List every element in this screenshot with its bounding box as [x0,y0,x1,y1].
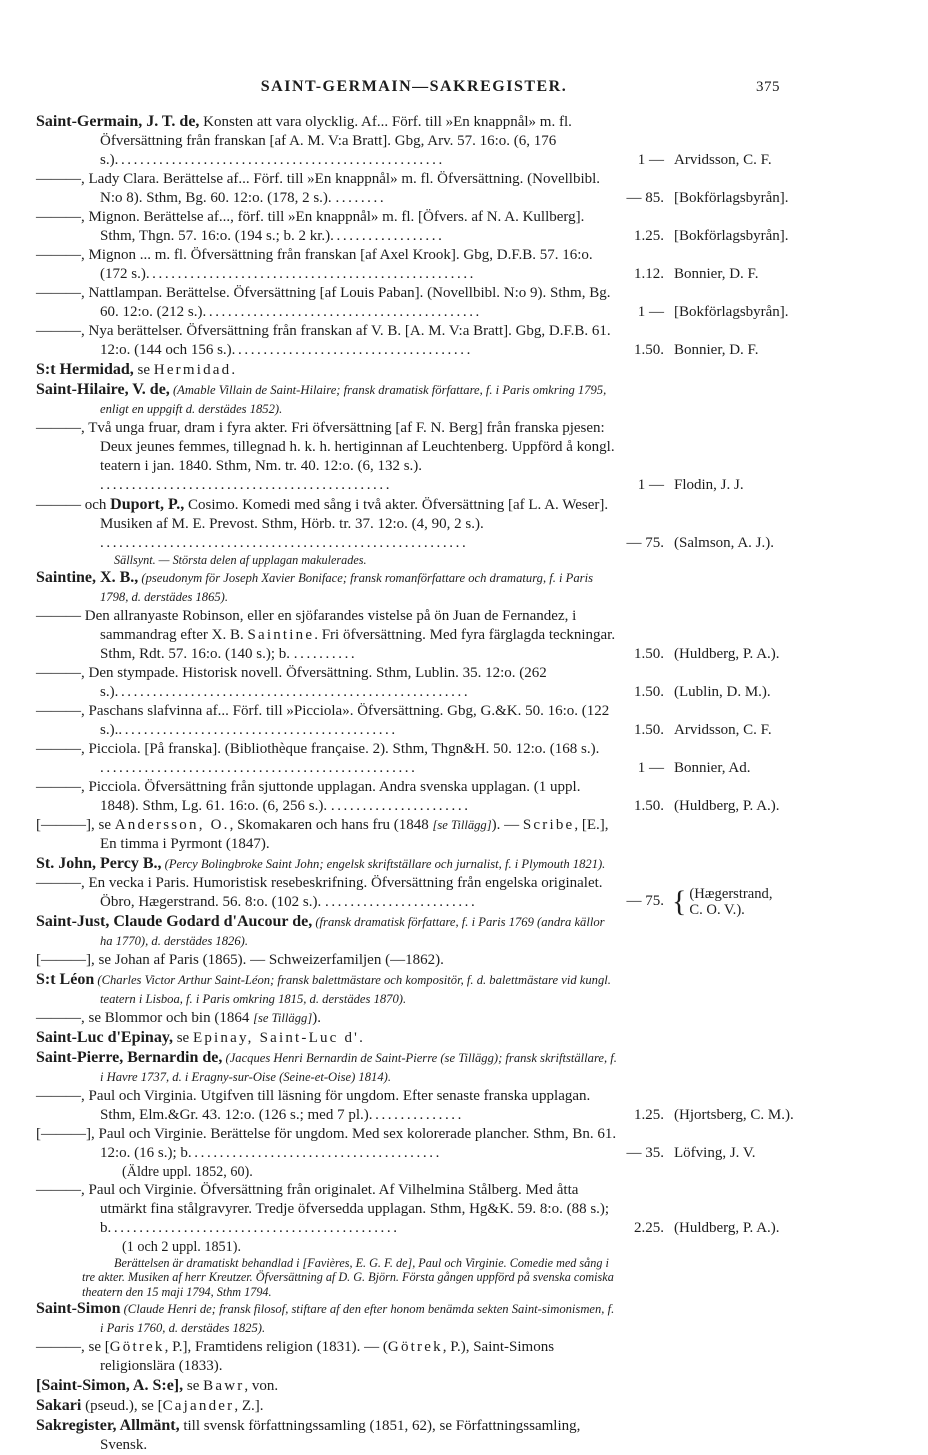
text-segment: Saint-Luc d'Epinay, [36,1028,173,1046]
bibliography-entry [36,951,792,970]
text-segment: S:t Léon [36,970,95,988]
bibliography-entry [36,1028,792,1048]
text-segment: ). — [491,816,523,833]
publisher: (Huldberg, P. A.). [674,797,780,814]
dot-leader: ............... [368,1106,464,1123]
entry-row [36,970,792,1009]
text-segment: St. John, Percy B., [36,854,162,872]
text-segment: Götrek [109,1339,165,1356]
entry-row [36,284,792,322]
bibliography-entry [36,1125,792,1181]
text-segment: Saint-Pierre, Bernardin de, [36,1048,223,1066]
bibliography-entry [36,874,792,918]
price: — 85. [626,190,664,206]
price-publisher [620,476,792,495]
entry-row [36,1338,792,1376]
entry-text [36,380,620,419]
entry-text [36,208,620,246]
price-publisher [620,341,792,360]
bibliography-entry [36,702,792,740]
entry-row [36,854,792,874]
text-segment: ———, En vecka i Paris. Humoristisk resebeskrifning. Öfversättning från engelska originalet. Öbro, Hægerstrand. 56. 8:o. (102 s.). [36,874,603,910]
entry-text [36,1338,620,1376]
text-segment: ———, Picciola. Öfversättning från sjuttonde upplagan. Andra svenska upplagan. (1 uppl. 1848). Sthm, Lg. 61. 16:o. (6, 256 s.). [36,778,581,814]
entry-text [36,607,620,664]
text-segment: Saint-Hilaire, V. de, [36,381,170,398]
bibliography-entry [36,419,792,495]
dot-leader: ............................................ [202,304,482,320]
entry-row [36,816,792,854]
entry-text [36,112,620,170]
entry-row [36,702,792,740]
publisher-lines [689,886,772,918]
dot-leader: ...................... [330,797,471,814]
entry-row [36,208,792,246]
entry-text [36,1396,620,1416]
entry-text [36,1028,620,1048]
text-segment: Saintine, X. B., [36,568,139,586]
entry-text [36,419,620,495]
entry-text [36,664,620,702]
text-segment: Götrek [387,1339,443,1356]
text-segment: ———, Mignon ... m. fl. Öfversättning från franskan [af Axel Krook]. Gbg, D.F.B. 57. 16:o. (172 s.) [36,247,593,282]
text-segment: [———], se [36,816,115,833]
entry-text [36,912,620,951]
text-segment: Saint-Germain, J. T. de, [36,113,200,130]
price: 1.25. [634,228,664,244]
price-publisher [620,886,792,918]
text-segment: Cajander [162,1398,235,1415]
bibliography-entry [36,778,792,816]
text-segment: ———, Nattlampan. Berättelse. Öfversättning [af Louis Paban]. (Novellbibl. N:o 9). Sthm, Bg. 60. 12:o. (212 s.) [36,285,611,320]
text-segment: (Percy Bolingbroke Saint John; engelsk skriftställare och jurnalist, f. i Plymouth 1821). [161,856,606,871]
entry-row [36,1048,792,1087]
bibliography-entry [36,380,792,419]
text-segment: ———, Två unga fruar, dram i fyra akter. Fri öfversättning [af F. N. Berg] från franska pjesen: Deux jeunes femmes, tillegnad h. k. h. hertiginnan af Leuchtenberg. Uppförd å kongl. teatern i jan. 1840. Sthm, Nm. tr. 40. 12:o. (6, 132 s.). [36,420,615,474]
text-segment: ———, Mignon. Berättelse af..., förf. till »En knappnål» m. fl. [Öfvers. af N. A. Kullberg]. Sthm, Thgn. 57. 16:o. (194 s.; b. 2 kr.) [36,209,585,244]
text-segment: Hermidad [153,362,232,378]
price: 1.50. [634,342,664,358]
text-segment: . [359,1029,363,1046]
text-segment: se [183,1378,204,1395]
text-segment: ———, se Blommor och bin (1864 [36,1009,254,1026]
text-segment: (pseud.), se [ [81,1398,163,1415]
dot-leader: ........................................ [187,1144,442,1161]
price: — 75. [626,893,664,910]
publisher: [Bokförlagsbyrån]. [674,190,789,206]
entry-text [36,1299,620,1338]
running-title: SAINT-GERMAIN—SAKREGISTER. [260,78,568,95]
text-segment: . [231,362,236,378]
bibliography-entry [36,208,792,246]
entry-row [36,1028,792,1048]
bibliography-entry [36,1376,792,1396]
bibliography-entries [36,112,792,1455]
entry-text [36,951,620,970]
text-segment: [———], se Johan af Paris (1865). — Schweizerfamiljen (—1862). [36,951,444,968]
entry-text [36,854,620,874]
text-segment: ———, Paschans slafvinna af... Förf. till »Picciola». Öfversättning. Gbg, G.&K. 50. 16:o. (122 s.). [36,702,610,738]
dot-leader: ............................................ [118,721,398,738]
entry-text [36,1376,620,1396]
price: 1.50. [634,797,664,814]
dot-leader: ........ [335,190,387,206]
text-segment: , [E.], En timma i Pyrmont (1847). [100,816,609,852]
text-segment: ———, Paul och Virginie. Öfversättning från originalet. Af Vilhelmina Stålberg. Med åtta utmärkt fina stålgravyrer. Tredje öfversedda upplagan. Sthm, Hg&K. 59. 8:o. (88 s.); b [36,1181,610,1236]
dot-leader: ...................................... [231,342,473,358]
brace-glyph: { [672,884,687,918]
text-segment: ———, Paul och Virginia. Utgifven till läsning för ungdom. Efter senaste franska upplagan. Sthm, Elm.&Gr. 43. 12:o. (126 s.; med 7 pl.) [36,1087,591,1123]
text-segment: , von. [244,1378,279,1395]
text-segment: till svensk författningssamling (1851, 62), se Författningssamling, Svensk. [100,1418,581,1454]
publisher [664,886,773,918]
publisher-line: (Hægerstrand, [689,885,773,902]
entry-row [36,951,792,970]
page-header [36,78,792,96]
entry-row [36,419,792,495]
publisher: (Hjortsberg, C. M.). [674,1106,794,1123]
bibliography-entry [36,970,792,1009]
text-segment: (pseudonym för Joseph Xavier Boniface; fransk romanförfattare och dramaturg, f. i Paris 1798, d. derstädes 1865). [100,570,593,604]
dot-leader: .......................................................... [100,535,469,551]
publisher: Arvidsson, C. F. [674,721,772,738]
dot-leader: .............................................. [100,477,393,493]
publisher: Bonnier, D. F. [674,266,759,282]
entry-row [36,568,792,607]
publisher: (Lublin, D. M.). [674,683,771,700]
price: 1.50. [634,683,664,700]
bibliography-entry [36,1181,792,1300]
text-segment: [———], Paul och Virginie. Berättelse för ungdom. Med sex kolorerade plancher. Sthm, Bn. 61. 12:o. (16 s.); b [36,1125,617,1161]
price-publisher [620,759,792,778]
text-segment: ——— och [36,497,111,513]
page-number: 375 [756,79,780,95]
entry-note: (1 och 2 uppl. 1851). [122,1238,242,1255]
entry-text [36,740,620,778]
entry-text [36,284,620,322]
publisher: Löfving, J. V. [674,1144,756,1161]
text-segment: Scribe [522,816,575,833]
bibliography-entry [36,360,792,380]
entry-text [36,1181,620,1238]
text-segment: Sakregister, Allmänt, [36,1417,180,1435]
entry-text [36,816,620,854]
dot-leader: .................. [330,228,445,244]
publisher: Arvidsson, C. F. [674,152,772,168]
text-segment: Saint-Simon [36,1300,121,1318]
publisher: Bonnier, D. F. [674,342,759,358]
entry-text [36,170,620,208]
dot-leader: .............................................. [107,1219,400,1236]
publisher: (Huldberg, P. A.). [674,1219,780,1236]
entry-row [36,1396,792,1416]
text-segment: , P.), Saint-Simons religionslära (1833). [100,1339,555,1375]
entry-row [36,1299,792,1338]
text-segment: se [133,362,154,378]
price: 1 — [637,152,664,168]
price: 2.25. [634,1219,664,1236]
price-publisher [620,151,792,170]
publisher: [Bokförlagsbyrån]. [674,228,789,244]
entry-row [36,170,792,208]
text-segment: , P.], Framtidens religion (1831). — ( [164,1339,388,1356]
price-publisher [620,1144,792,1163]
entry-row [36,322,792,360]
entry-text [36,495,620,553]
entry-note: Berättelsen är dramatiskt behandlad i [Favières, E. G. F. de], Paul och Virginie. Comedie med sång i tre akter. Musiken af herr Kreutzer. Öfversättning af D. G. Björn. Första gången uppförd på svenska comiska theatern den 15 maji 1794, Sthm 1794. [82,1255,614,1299]
price: 1 — [637,759,664,776]
text-segment: Andersson, O. [114,816,230,833]
bibliography-entry [36,1416,792,1455]
entry-row [36,380,792,419]
price-publisher [620,797,792,816]
text-segment: S:t Hermidad, [36,361,134,378]
entry-text [36,970,620,1009]
bibliography-entry [36,284,792,322]
price-publisher [620,721,792,740]
entry-row [36,495,792,553]
entry-text [36,360,620,380]
entry-row [36,1181,792,1238]
price-publisher [620,265,792,284]
entry-text [36,1125,620,1163]
entry-text [36,1048,620,1087]
price-publisher [620,303,792,322]
bibliography-entry [36,1396,792,1416]
entry-text [36,1087,620,1125]
bibliography-entry [36,740,792,778]
text-segment: Saintine [247,626,315,643]
text-segment: [se Tillägg] [253,1010,313,1025]
entry-row [36,664,792,702]
bibliography-entry [36,1299,792,1338]
bibliography-entry [36,1338,792,1376]
entry-row [36,360,792,380]
price-publisher [620,645,792,664]
text-segment: ———, Nya berättelser. Öfversättning från franskan af V. B. [A. M. V:a Bratt]. Gbg, D.F.B. 61. 12:o. (144 och 156 s.) [36,323,611,358]
entry-note: Sällsynt. — Största delen af upplagan makulerades. [114,553,367,567]
bibliography-entry [36,607,792,664]
bibliography-entry [36,854,792,874]
text-segment: , Z.]. [234,1398,264,1415]
publisher: Bonnier, Ad. [674,759,751,776]
entry-row [36,740,792,778]
price-publisher [620,683,792,702]
entry-row [36,778,792,816]
bibliography-entry [36,495,792,568]
entry-row [36,874,792,918]
text-segment: (Amable Villain de Saint-Hilaire; fransk dramatisk författare, f. i Paris omkring 1795, enligt en uppgift d. derstädes 1852). [100,383,607,416]
text-segment: ———, Picciola. [På franska]. (Bibliothèque française. 2). Sthm, Thgn&H. 50. 12:o. (168 s.). [36,740,600,757]
bibliography-entry [36,816,792,854]
dot-leader: .................................................. [100,759,418,776]
entry-row [36,112,792,170]
entry-text [36,1416,620,1455]
dot-leader: ........................................................ [114,683,471,700]
price: — 35. [626,1144,664,1161]
entry-row [36,1376,792,1396]
entry-text [36,246,620,284]
publisher: [Bokförlagsbyrån]. [674,304,789,320]
text-segment: se [172,1029,193,1046]
price: — 75. [626,535,664,551]
entry-row [36,1087,792,1125]
price: 1 — [637,304,664,320]
price-publisher [620,1106,794,1125]
price-publisher [620,534,792,553]
text-segment: [se Tillägg] [432,817,492,832]
publisher: (Huldberg, P. A.). [674,645,780,662]
price: 1.50. [634,645,664,662]
text-segment: Konsten att vara olycklig. Af... Förf. till »En knappnål» m. fl. Öfversättning från franskan [af A. M. V:a Bratt]. Gbg, Arv. 57. 16:o. (6, 176 s.) [100,114,572,168]
text-segment: ——— Den allranyaste Robinson, eller en sjöfarandes vistelse på ön Juan de Fernandez, i sammandrag efter X. B. [36,607,577,643]
dot-leader: .................................................... [114,152,445,168]
publisher-line: C. O. V.). [689,901,745,918]
price-publisher [620,189,792,208]
text-segment: ———, se [ [36,1339,110,1356]
bibliography-entry [36,1048,792,1087]
price: 1.25. [634,1106,664,1123]
text-segment: . Fri öfversättning. Med fyra färglagda teckningar. Sthm, Rdt. 57. 16:o. (140 s.); b. [100,626,616,662]
text-segment: (Charles Victor Arthur Saint-Léon; fransk balettmästare och kompositör, f. d. balettmästare vid kungl. teatern i Lisboa, f. i Paris omkring 1815, d. derstädes 1870). [94,972,611,1006]
bibliography-entry [36,170,792,208]
bibliography-entry [36,664,792,702]
dot-leader: .................................................... [145,266,477,282]
entry-row [36,246,792,284]
text-segment: ———, Lady Clara. Berättelse af... Förf. till »En knappnål» m. fl. Öfversättning. (Novellbibl. N:o 8). Sthm, Bg. 60. 12:o. (178, 2 s.). [36,171,601,206]
text-segment: Cosimo. Komedi med sång i två akter. Öfversättning [af L. A. Weser]. Musiken af M. E. Prevost. Sthm, Hörb. tr. 37. 12:o. (4, 90, 2 s.). [100,497,609,532]
text-segment: Duport, P., [110,496,185,513]
price: 1.12. [634,266,664,282]
text-segment: Epinay, Saint-Luc d' [192,1029,360,1046]
entry-text [36,874,620,912]
entry-text [36,568,620,607]
bibliography-entry [36,1087,792,1125]
price: 1.50. [634,721,664,738]
text-segment: (fransk dramatisk författare, f. i Paris 1769 (andra källor ha 1770), d. derstädes 1826). [100,914,605,948]
text-segment: ———, Den stympade. Historisk novell. Öfversättning. Sthm, Lublin. 35. 12:o. (262 s.) [36,664,547,700]
text-segment: ). [312,1009,321,1026]
publisher: Flodin, J. J. [674,477,744,493]
text-segment: (Claude Henri de; fransk filosof, stiftare af den efter honom benämda sekten Saint-simonismen, f. i Paris 1760, d. derstädes 1825). [100,1302,615,1336]
entry-text [36,1009,620,1028]
text-segment: Saint-Just, Claude Godard d'Aucour de, [36,912,313,930]
price: 1 — [637,477,664,493]
entry-row [36,1416,792,1455]
dot-leader: .......... [293,645,358,662]
entry-text [36,322,620,360]
text-segment: (Jacques Henri Bernardin de Saint-Pierre (se Tillägg); fransk skriftställare, f. i Havre 1737, d. i Eragny-sur-Oise (Seine-et-Oise) 1814). [100,1050,617,1084]
text-segment: , Skomakaren och hans fru (1848 [229,816,433,833]
entry-row [36,607,792,664]
entry-note: (Äldre uppl. 1852, 60). [122,1163,253,1180]
text-segment: Bawr [203,1378,245,1395]
price-publisher [620,1219,792,1238]
price-publisher [620,227,792,246]
bibliography-entry [36,322,792,360]
entry-row [36,1009,792,1028]
entry-text [36,778,620,816]
entry-text [36,702,620,740]
publisher: (Salmson, A. J.). [674,535,775,551]
entry-row [36,1125,792,1163]
bibliography-entry [36,112,792,170]
dot-leader: ........................ [324,893,478,910]
text-segment: [Saint-Simon, A. S:e], [36,1377,184,1395]
bibliography-entry [36,246,792,284]
text-segment: Sakari [36,1397,82,1415]
bibliography-entry [36,568,792,607]
bibliography-entry [36,1009,792,1028]
